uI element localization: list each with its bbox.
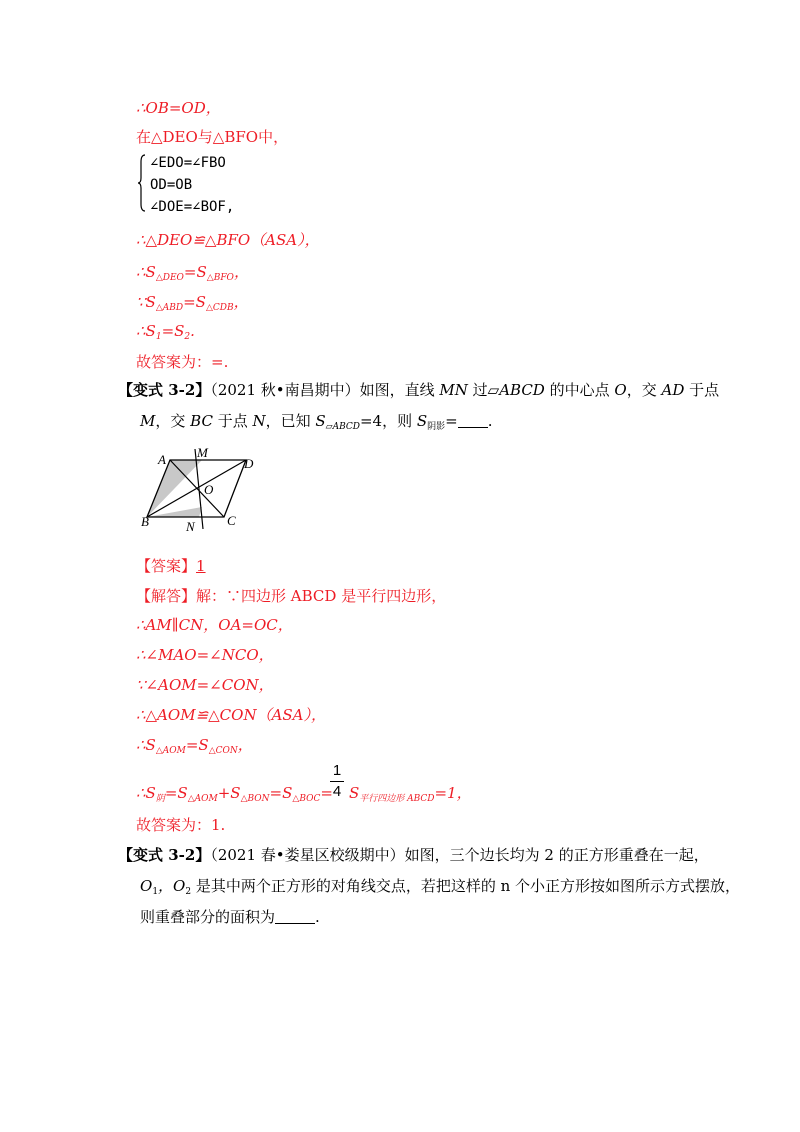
- proof-line-2: 在△DEO与△BFO中，: [136, 128, 289, 146]
- proof-answer: 故答案为：=.: [136, 353, 229, 371]
- shaded-triangle-top: [147, 460, 202, 517]
- label-n: N: [186, 519, 195, 532]
- problem2-line-2: M，交 BC 于点 N，已知 $S_{▱ABCD}=4$，则 $S_{阴影}=$ .: [140, 412, 493, 432]
- left-brace-icon: [138, 154, 146, 212]
- problem3-line-1: 【变式 3-2】（2021 春•娄星区校级期中）如图，三个边长均为 2 的正方形重叠在一起，: [118, 846, 709, 864]
- answer-line: 【答案】1: [136, 557, 206, 575]
- answer-blank: [458, 413, 488, 428]
- solution-line-5: $\therefore S_{\triangle AOM}=S_{\triangle CON}$，: [136, 736, 253, 756]
- solution-line-2: ∴∠MAO=∠NCO，: [136, 646, 274, 664]
- system-eq-1: ∠EDO=∠FBO: [150, 155, 226, 171]
- proof-line-1: ∴OB=OD，: [136, 99, 221, 117]
- label-o: O: [204, 482, 214, 497]
- solution-line-3: ∵∠AOM=∠CON，: [136, 676, 274, 694]
- proof-line-3: ∴△DEO≌△BFO（ASA），: [136, 231, 320, 249]
- fraction-one-quarter: 1 4: [330, 762, 344, 801]
- proof-line-5: $\because S_{\triangle ABD}=S_{\triangle CDB}$，: [136, 293, 249, 313]
- label-d: D: [244, 456, 254, 471]
- label-a: A: [158, 452, 166, 467]
- solution-line-6: $\therefore S_阴=S_{\triangle AOM}+S_{\triangle BON}=S_{\triangle BOC}= S_{平行四边形 ABCD}=1$，: [136, 784, 472, 804]
- label-m: M: [197, 447, 208, 460]
- answer-blank-3: [275, 909, 315, 924]
- problem3-line-2: $O_1$，$O_2$ 是其中两个正方形的对角线交点，若把这样的 n 个小正方形按如图所示方式摆放，: [140, 877, 741, 897]
- solution-line-4: ∴△AOM≌△CON（ASA），: [136, 706, 327, 724]
- problem3-line-3: 则重叠部分的面积为 .: [140, 908, 320, 926]
- system-eq-2: OD=OB: [150, 177, 193, 193]
- proof-line-4: $\therefore S_{\triangle DEO}=S_{\triangle BFO}$，: [136, 263, 249, 283]
- parallelogram-figure: [140, 447, 260, 532]
- problem2-line-1: 【变式 3-2】（2021 秋•南昌期中）如图，直线 MN 过▱ABCD 的中心点 O，交 AD 于点: [118, 381, 720, 399]
- proof-line-6: $\therefore S_1=S_2$.: [136, 322, 195, 342]
- system-eq-3: ∠DOE=∠BOF,: [150, 199, 235, 215]
- label-b: B: [141, 514, 149, 529]
- solution-line-1: ∴AM∥CN，OA=OC，: [136, 616, 293, 634]
- solution-line-0: 【解答】解：∵四边形 ABCD 是平行四边形，: [136, 587, 447, 605]
- label-c: C: [227, 513, 236, 528]
- solution-answer: 故答案为：1.: [136, 816, 226, 834]
